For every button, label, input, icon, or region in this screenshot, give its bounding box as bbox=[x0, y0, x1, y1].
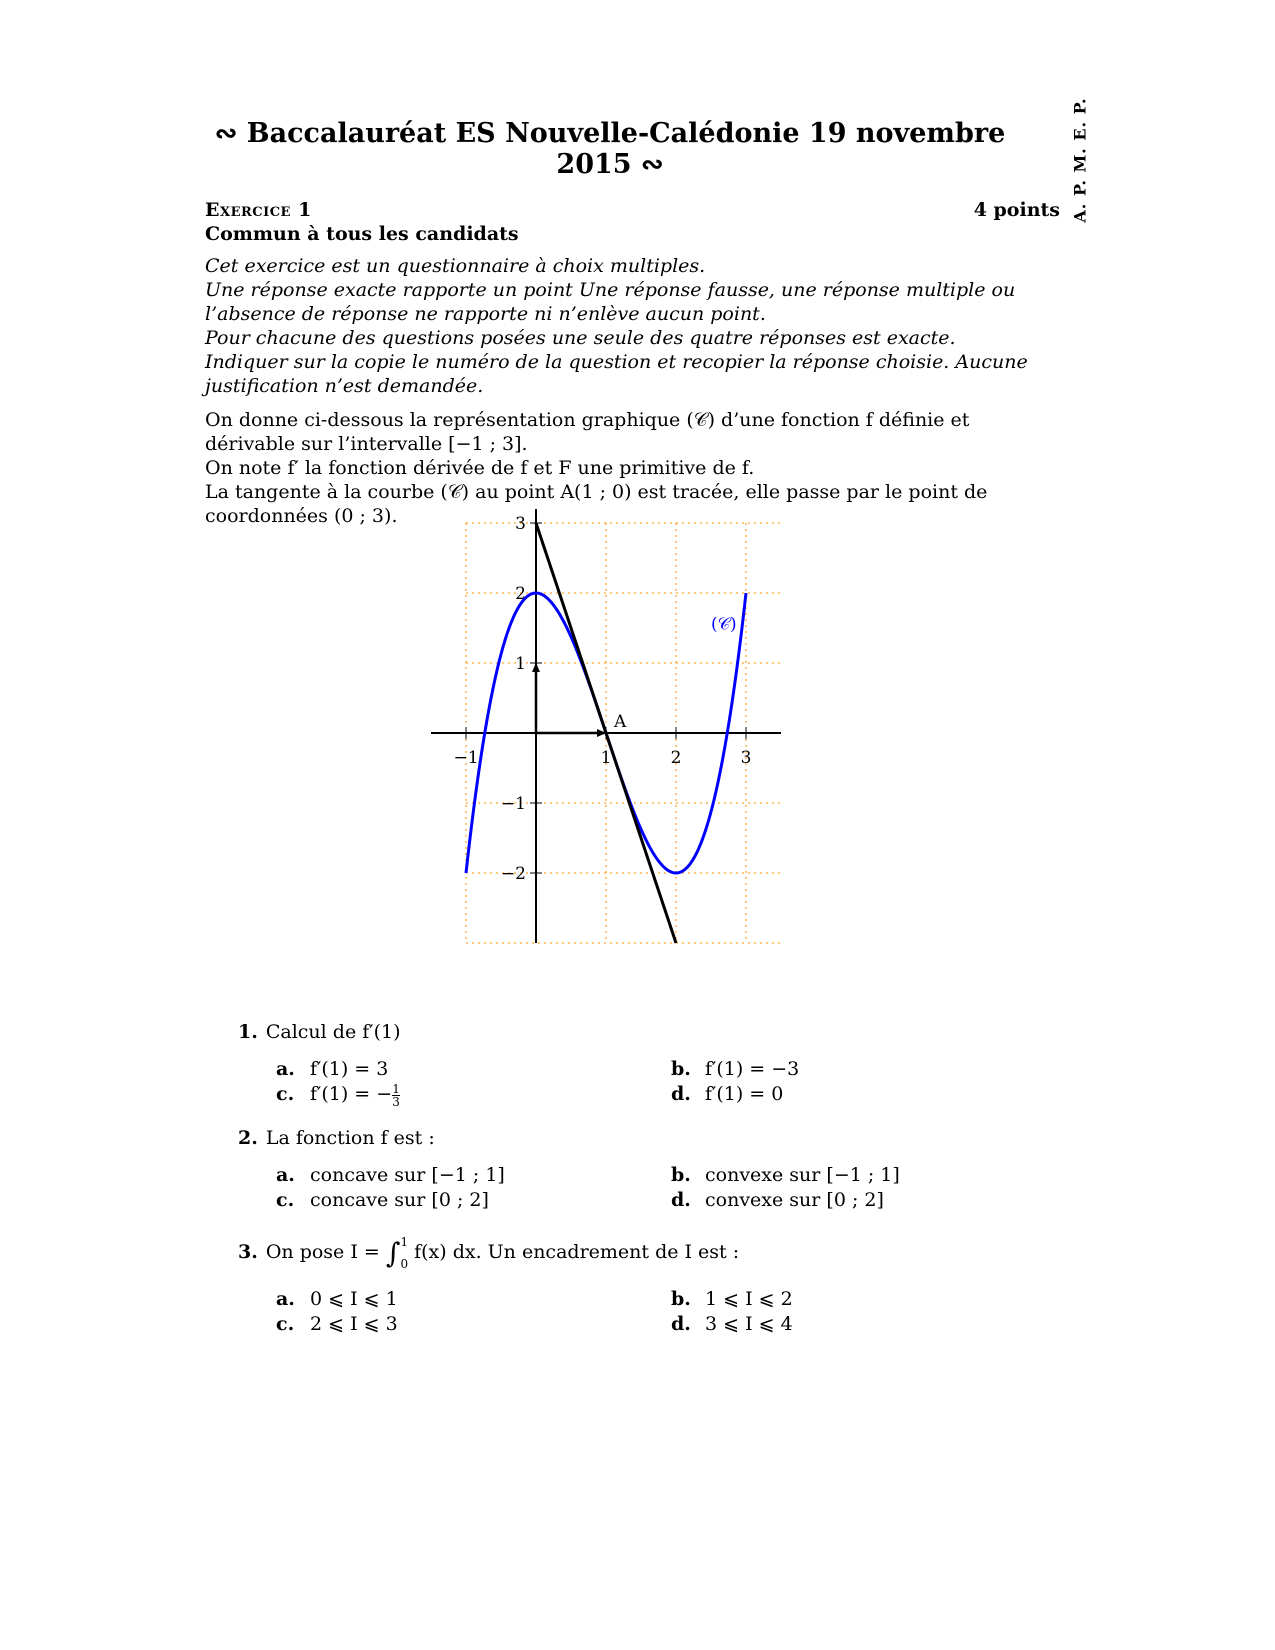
x-tick-label: 1 bbox=[600, 748, 612, 768]
option-c[interactable]: c. concave sur [0 ; 2] bbox=[276, 1188, 489, 1211]
intro-line: Indiquer sur la copie le numéro de la question et recopier la réponse choisie. Aucune justification n’est demandée. bbox=[205, 351, 1028, 397]
side-label-text: A. P. M. E. P. bbox=[1070, 97, 1090, 223]
y-tick-label: −2 bbox=[500, 864, 526, 884]
option-d[interactable]: d. convexe sur [0 ; 2] bbox=[671, 1188, 884, 1211]
exercise-points: 4 points bbox=[973, 199, 1060, 221]
curve-label: (𝒞) bbox=[711, 614, 737, 635]
intro-line: Une réponse exacte rapporte un point Une réponse fausse, une réponse multiple ou l’absence de réponse ne rapporte ni n’enlève aucun point. bbox=[205, 279, 1016, 325]
side-label bbox=[1060, 97, 1100, 223]
question-3 bbox=[238, 1231, 1058, 1337]
exercise-subtitle: Commun à tous les candidats bbox=[205, 223, 519, 245]
question-stem: La fonction f est : bbox=[265, 1126, 435, 1149]
options-grid bbox=[276, 1057, 1058, 1108]
statement-line: La tangente à la courbe (𝒞) au point A(1 ; 0) est tracée, elle passe par le point de coordonnées (0 ; 3). bbox=[205, 481, 988, 527]
question-stem-before: On pose I = bbox=[265, 1240, 380, 1263]
y-tick-label: −1 bbox=[500, 794, 526, 814]
x-tick-label: −1 bbox=[453, 748, 479, 768]
statement-line: On note f′ la fonction dérivée de f et F une primitive de f. bbox=[205, 457, 755, 479]
options-grid bbox=[276, 1163, 1058, 1213]
y-tick-label: 1 bbox=[515, 654, 526, 674]
graph-svg bbox=[440, 514, 820, 1000]
function-graph bbox=[440, 514, 820, 1000]
exercise-title: Exercice 1 bbox=[205, 199, 312, 221]
option-a[interactable]: a. 0 ⩽ I ⩽ 1 bbox=[276, 1287, 398, 1310]
option-c[interactable]: c. 2 ⩽ I ⩽ 3 bbox=[276, 1312, 398, 1335]
questions-list bbox=[238, 1020, 1058, 1355]
intro-line: Cet exercice est un questionnaire à choix multiples. bbox=[205, 255, 706, 277]
options-grid bbox=[276, 1287, 1058, 1337]
exercise-statement bbox=[205, 408, 1060, 528]
option-b[interactable]: b. convexe sur [−1 ; 1] bbox=[671, 1163, 900, 1186]
exercise-body bbox=[205, 198, 1060, 528]
exercise-intro bbox=[205, 254, 1060, 398]
y-tick-label: 2 bbox=[515, 584, 526, 604]
question-2 bbox=[238, 1126, 1058, 1213]
statement-line: On donne ci-dessous la représentation graphique (𝒞) d’une fonction f définie et dérivable sur l’intervalle [−1 ; 3]. bbox=[205, 409, 970, 455]
option-d[interactable]: d. f′(1) = 0 bbox=[671, 1083, 784, 1105]
page-title: ∾ Baccalauréat ES Nouvelle-Calédonie 19 novembre 2015 ∾ bbox=[214, 118, 1006, 180]
question-number: 2. bbox=[238, 1126, 258, 1149]
y-tick-label: 3 bbox=[515, 514, 526, 534]
x-tick-label: 2 bbox=[670, 748, 682, 768]
question-stem-after: f(x) dx. Un encadrement de I est : bbox=[414, 1240, 740, 1263]
question-stem: Calcul de f′(1) bbox=[265, 1021, 401, 1043]
unit-arrow-j bbox=[532, 663, 540, 672]
integral-bounds: 1 0 bbox=[400, 1234, 409, 1271]
option-b[interactable]: b. f′(1) = −3 bbox=[671, 1058, 800, 1080]
intro-line: Pour chacune des questions posées une seule des quatre réponses est exacte. bbox=[205, 327, 956, 349]
question-1 bbox=[238, 1020, 1058, 1108]
fraction: $\frac{1}{3}$ bbox=[392, 1081, 400, 1109]
question-number: 1. bbox=[238, 1021, 258, 1043]
integral-sign: ∫ bbox=[385, 1236, 401, 1269]
x-tick-label: 3 bbox=[740, 748, 752, 768]
point-a-label: A bbox=[614, 712, 627, 732]
option-d[interactable]: d. 3 ⩽ I ⩽ 4 bbox=[671, 1312, 793, 1335]
option-a[interactable]: a. concave sur [−1 ; 1] bbox=[276, 1163, 505, 1186]
option-a[interactable]: a. f′(1) = 3 bbox=[276, 1058, 389, 1080]
option-c[interactable]: c. f′(1) = − $\frac{1}{3}$ bbox=[276, 1081, 400, 1109]
exercise-header bbox=[205, 198, 1060, 222]
question-number: 3. bbox=[238, 1240, 258, 1263]
option-b[interactable]: b. 1 ⩽ I ⩽ 2 bbox=[671, 1287, 793, 1310]
